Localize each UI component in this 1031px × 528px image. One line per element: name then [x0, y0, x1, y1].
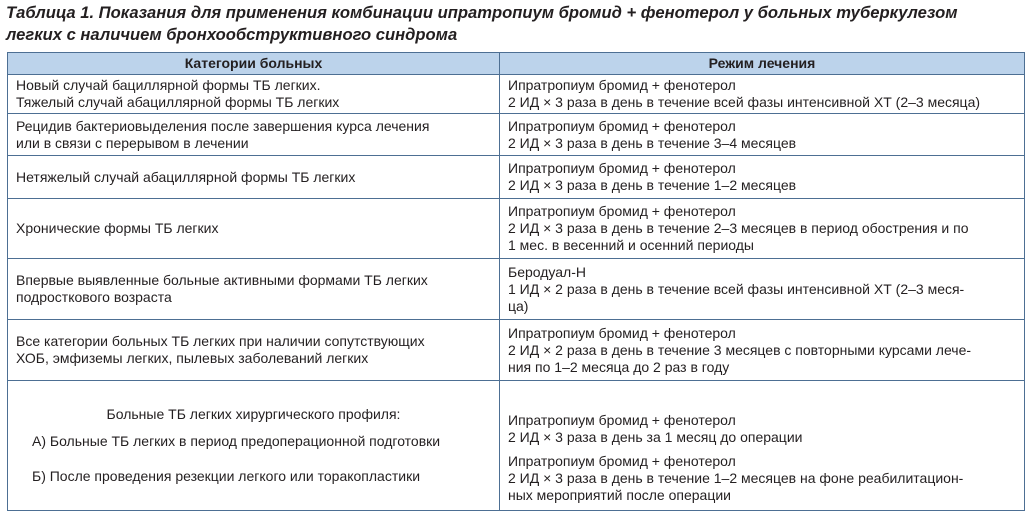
- cell-regimen-surgical: Ипратропиум бромид + фенотерол 2 ИД × 3 раза в день за 1 месяц до операции Ипратропиум бромид + фенотерол 2 ИД × 3 раза в день в течение 1–2 месяцев на фоне реабилитацион- ных мероприятий после операции: [500, 381, 1025, 511]
- cell-category-surgical: [8, 381, 500, 511]
- surgical-heading: Больные ТБ легких хирургического профиля:: [106, 406, 401, 422]
- table-row: [8, 75, 1025, 114]
- cell-category: Новый случай бациллярной формы ТБ легких. Тяжелый случай абациллярной формы ТБ легких: [8, 75, 500, 114]
- table-row: [8, 114, 1025, 156]
- cell-regimen: Ипратропиум бромид + фенотерол 2 ИД × 3 раза в день в течение 3–4 месяцев: [500, 114, 1025, 156]
- cell-category: Впервые выявленные больные активными формами ТБ легких подросткового возраста: [8, 259, 500, 320]
- caption-line-2: легких с наличием бронхообструктивного синдрома: [6, 25, 458, 44]
- indications-table: [7, 52, 1025, 511]
- header-regimen: Режим лечения: [500, 53, 1025, 75]
- cell-category: Все категории больных ТБ легких при наличии сопутствующих ХОБ, эмфиземы легких, пылевых заболеваний легких: [8, 320, 500, 381]
- surgical-a-category: А) Больные ТБ легких в период предоперационной подготовки: [32, 433, 441, 449]
- table-header-row: [8, 53, 1025, 75]
- cell-regimen: Беродуал-Н 1 ИД × 2 раза в день в течение всей фазы интенсивной ХТ (2–3 меся- ца): [500, 259, 1025, 320]
- header-category: Категории больных: [8, 53, 500, 75]
- table-row: [8, 259, 1025, 320]
- cell-category: Рецидив бактериовыделения после завершения курса лечения или в связи с перерывом в лечении: [8, 114, 500, 156]
- table-caption: [6, 2, 1026, 46]
- table-row: [8, 320, 1025, 381]
- cell-category: Хронические формы ТБ легких: [8, 199, 500, 259]
- table-row: [8, 199, 1025, 259]
- caption-line-1: Таблица 1. Показания для применения комбинации ипратропиум бромид + фенотерол у больных туберкулезом: [6, 3, 958, 22]
- cell-regimen: Ипратропиум бромид + фенотерол 2 ИД × 3 раза в день в течение 1–2 месяцев: [500, 156, 1025, 199]
- cell-category: Нетяжелый случай абациллярной формы ТБ легких: [8, 156, 500, 199]
- cell-regimen: Ипратропиум бромид + фенотерол 2 ИД × 3 раза в день в течение 2–3 месяцев в период обострения и по 1 мес. в весенний и осенний периоды: [500, 199, 1025, 259]
- table-row: [8, 156, 1025, 199]
- table-row-surgical: [8, 381, 1025, 511]
- surgical-b-category: Б) После проведения резекции легкого или торакопластики: [32, 468, 421, 484]
- cell-regimen: Ипратропиум бромид + фенотерол 2 ИД × 2 раза в день в течение 3 месяцев с повторными курсами лече- ния по 1–2 месяца до 2 раз в году: [500, 320, 1025, 381]
- cell-regimen: Ипратропиум бромид + фенотерол 2 ИД × 3 раза в день в течение всей фазы интенсивной ХТ (2–3 месяца): [500, 75, 1025, 114]
